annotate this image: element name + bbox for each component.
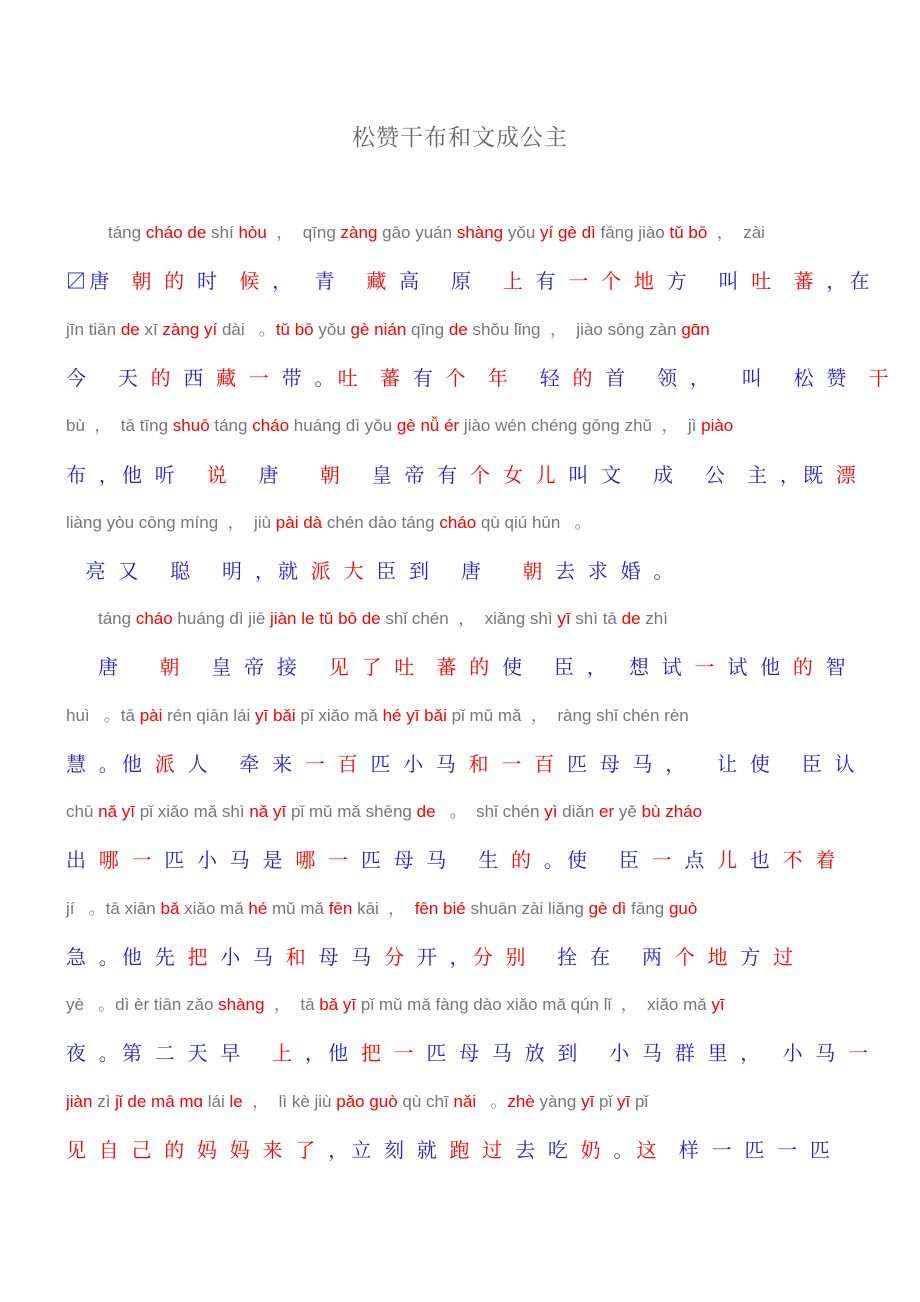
hanzi-segment: 奶 [580, 1138, 614, 1162]
pinyin-segment: fāng jiào [600, 223, 670, 242]
pinyin-segment: qù chī [402, 1092, 454, 1111]
pinyin-line [66, 511, 591, 535]
pinyin-segment: fāng [631, 899, 669, 918]
hanzi-segment: 藏 一 [216, 366, 282, 390]
hanzi-line [66, 1038, 871, 1068]
pinyin-segment: nǎi [453, 1092, 477, 1111]
hanzi-segment: 的 [150, 366, 184, 390]
pinyin-segment: zhì [645, 609, 668, 628]
hanzi-segment: 分 [384, 945, 417, 969]
pinyin-segment: fēn bié [414, 899, 471, 918]
pinyin-segment: jiàn le tǔ bō de [270, 609, 386, 628]
pinyin-line [66, 704, 689, 728]
hanzi-segment: 漂 [835, 463, 860, 487]
hanzi-segment: ，他 [304, 1041, 361, 1065]
hanzi-segment: 。 [613, 1138, 637, 1162]
hanzi-segment: 儿 [717, 848, 750, 872]
pinyin-segment: yī [581, 1092, 600, 1111]
pinyin-line [66, 993, 725, 1017]
hanzi-segment: 匹 母 马 ， 让 使 臣 认 [566, 752, 858, 776]
pinyin-segment: táng [214, 416, 253, 435]
hanzi-segment: 和 [285, 945, 319, 969]
hanzi-segment: 时 [197, 269, 240, 293]
hanzi-segment: 这 [636, 1138, 679, 1162]
pinyin-segment: bù zháo [641, 802, 703, 821]
hanzi-line [66, 363, 892, 393]
hanzi-segment: 说 [206, 463, 240, 487]
pinyin-line [66, 800, 702, 824]
hanzi-segment: ， 青 [262, 269, 367, 293]
pinyin-segment: mǔ mǎ [272, 899, 329, 918]
pinyin-segment: fēn [328, 899, 358, 918]
pinyin-segment: pài dà [275, 513, 327, 532]
pinyin-segment: 。 shǐ chén [435, 802, 545, 821]
hanzi-segment: 试 他 [727, 655, 793, 679]
pinyin-segment: er [599, 802, 619, 821]
hanzi-segment: 吐 蕃 [751, 269, 817, 293]
hanzi-line [66, 460, 859, 490]
hanzi-segment: 去 吃 [515, 1138, 581, 1162]
pinyin-line [66, 414, 733, 438]
hanzi-segment: 跑 过 [449, 1138, 516, 1162]
hanzi-line [66, 749, 858, 779]
pinyin-segment: pǐ mǔ mǎ ， ràng shǐ chén rèn [451, 706, 689, 725]
pinyin-segment: gāo yuán [382, 223, 457, 242]
pinyin-segment: tǔ bō [275, 320, 319, 339]
pinyin-segment: ， qīng [266, 223, 341, 242]
hanzi-segment: 带 。 [281, 366, 338, 390]
pinyin-line [98, 607, 668, 631]
hanzi-segment: 匹 小 马 是 [164, 848, 296, 872]
hanzi-segment: 轻 [520, 366, 573, 390]
hanzi-segment: 今 天 [66, 366, 151, 390]
pinyin-segment: ， lì kè jiù [242, 1092, 337, 1111]
hanzi-segment: 有 [535, 269, 569, 293]
pinyin-segment: yí gè dì [540, 223, 601, 242]
hanzi-segment: ，在 [816, 269, 873, 293]
pinyin-line [66, 1090, 648, 1114]
hanzi-segment: 派 [154, 752, 188, 776]
pinyin-segment: cháo [135, 609, 178, 628]
hanzi-segment: 把 一 [360, 1041, 427, 1065]
hanzi-segment: 朝 [159, 655, 193, 679]
pinyin-segment: jí 。tā xiān [66, 899, 161, 918]
hanzi-segment: 唐 [89, 269, 132, 293]
pinyin-segment: jīn tiān [66, 320, 121, 339]
hanzi-segment: 候 [239, 269, 263, 293]
hanzi-segment: 。使 臣 [543, 848, 652, 872]
hanzi-segment: 出 [66, 848, 99, 872]
pinyin-segment: cháo [439, 513, 481, 532]
hanzi-segment: 哪 一 [98, 848, 165, 872]
pinyin-segment: le [229, 1092, 243, 1111]
hanzi-segment: 皇 帝 有 [352, 463, 471, 487]
hanzi-segment: 吐 蕃 [337, 366, 413, 390]
pinyin-segment: rén qiān lái [167, 706, 256, 725]
hanzi-segment: 过 [773, 945, 797, 969]
pinyin-segment: yàng [539, 1092, 582, 1111]
hanzi-segment: 首 领 ， 叫 松 赞 [605, 366, 869, 390]
hanzi-segment: 唐 [98, 655, 160, 679]
pinyin-segment: shǒu lǐng ， jiào sōng zàn [472, 320, 682, 339]
pinyin-segment: pǎo guò [336, 1092, 403, 1111]
hanzi-segment: 一 [651, 848, 685, 872]
hanzi-segment: 派 大 [310, 559, 377, 583]
pinyin-segment: piào [701, 416, 734, 435]
pinyin-segment: yì [544, 802, 563, 821]
pinyin-segment: gɑ̄n [681, 320, 710, 339]
pinyin-segment: pài [139, 706, 168, 725]
document-title: 松赞干布和文成公主 [352, 125, 568, 151]
pinyin-segment: yǒu [318, 320, 351, 339]
hanzi-segment: 慧 。他 [66, 752, 155, 776]
hanzi-segment: 个 年 [445, 366, 521, 390]
hanzi-line [98, 652, 849, 682]
pinyin-segment: huáng dì jiē [177, 609, 271, 628]
hanzi-segment: 把 [187, 945, 221, 969]
pinyin-segment: pǐ xiǎo mǎ [300, 706, 383, 725]
pinyin-segment: shàng [456, 223, 508, 242]
pinyin-segment: kāi ， [357, 899, 415, 918]
pinyin-segment: jiào wén chéng gōng zhǔ ， jì [463, 416, 702, 435]
hanzi-segment: 开 ， [416, 945, 473, 969]
pinyin-segment: diǎn [562, 802, 600, 821]
pinyin-segment: yī [557, 609, 576, 628]
pinyin-segment: zàng yí [162, 320, 222, 339]
pinyin-segment: cháo de [145, 223, 212, 242]
hanzi-segment: 高 原 [399, 269, 503, 293]
hanzi-segment: 样 一 匹 一 匹 [678, 1138, 834, 1162]
pinyin-segment: pǐ [599, 1092, 617, 1111]
hanzi-segment: 皇 帝 接 [192, 655, 329, 679]
pinyin-segment: yǒu [507, 223, 540, 242]
pinyin-segment: yī bǎi [255, 706, 301, 725]
pinyin-segment: gè nǚ ér [396, 416, 464, 435]
hanzi-segment: 也 [749, 848, 783, 872]
pinyin-segment: gè dì [588, 899, 632, 918]
pinyin-segment: liàng yòu cōng míng ， jiù [66, 513, 276, 532]
pinyin-segment: yī [616, 1092, 635, 1111]
pinyin-segment: de [448, 320, 473, 339]
hanzi-segment: 一 [694, 655, 728, 679]
pinyin-segment: dài 。 [221, 320, 276, 339]
pinyin-segment: chén dào táng [326, 513, 440, 532]
hanzi-segment: 见 了 吐 蕃 的 [328, 655, 503, 679]
hanzi-segment: 布 ，他 听 [66, 463, 207, 487]
pinyin-segment: yī [711, 995, 725, 1014]
hanzi-segment: 一 [848, 1041, 872, 1065]
pinyin-segment: de [416, 802, 436, 821]
pinyin-segment: huáng dì yǒu [293, 416, 397, 435]
hanzi-segment: 夜 。第 二 天 早 [66, 1041, 273, 1065]
pinyin-segment: zì [97, 1092, 116, 1111]
pinyin-segment: pǐ [634, 1092, 649, 1111]
pinyin-segment: shàng [218, 995, 265, 1014]
pinyin-segment: pǐ mǔ mǎ shēng [290, 802, 417, 821]
pinyin-segment: shuō [172, 416, 215, 435]
hanzi-segment: 去 求 婚 。 [555, 559, 677, 583]
pinyin-segment: huì 。tā [66, 706, 140, 725]
pinyin-segment: nǎ yī [249, 802, 291, 821]
pinyin-segment: hé [248, 899, 273, 918]
hanzi-segment: 干 [868, 366, 892, 390]
pinyin-segment: pǐ mǔ mǎ fàng dào xiǎo mǎ qún lǐ ， xiǎo mǎ [360, 995, 712, 1014]
hanzi-segment: 西 [183, 366, 217, 390]
hanzi-segment: 上 [502, 269, 536, 293]
hanzi-line [66, 845, 839, 875]
pinyin-segment: gè nián [350, 320, 411, 339]
pinyin-segment: xiǎo mǎ [184, 899, 249, 918]
hanzi-segment: 点 [684, 848, 718, 872]
hanzi-segment: 和 一 百 [468, 752, 567, 776]
hanzi-segment: 朝 [319, 463, 353, 487]
pinyin-segment: de [120, 320, 145, 339]
pinyin-segment: ， zài [707, 223, 765, 242]
hanzi-segment: 朝 的 [131, 269, 198, 293]
hanzi-segment: 个 地 [674, 945, 741, 969]
pinyin-segment: jiàn [66, 1092, 98, 1111]
hanzi-segment: 的 [510, 848, 544, 872]
hanzi-segment: 拴 在 两 [547, 945, 675, 969]
pinyin-segment: de [621, 609, 646, 628]
pinyin-segment: guò [668, 899, 698, 918]
hanzi-segment: 上 [272, 1041, 305, 1065]
pinyin-segment: yè 。dì èr tiān zǎo [66, 995, 219, 1014]
pinyin-segment: xī [144, 320, 163, 339]
hanzi-line [76, 556, 677, 586]
hanzi-segment: 臣 到 唐 [376, 559, 523, 583]
hanzi-segment: 人 牵 来 [187, 752, 305, 776]
hanzi-line [66, 942, 796, 972]
hanzi-segment: 有 [412, 366, 446, 390]
pinyin-segment: bǎ [160, 899, 185, 918]
hanzi-segment: 个 女 儿 [470, 463, 569, 487]
hanzi-segment: 智 [825, 655, 849, 679]
hanzi-line [66, 266, 873, 296]
hanzi-line [66, 1135, 833, 1165]
hanzi-segment: 匹 母 马 生 [360, 848, 511, 872]
pinyin-segment: nǎ yī [98, 802, 140, 821]
hanzi-segment: 叫 文 成 公 主 ，既 [568, 463, 836, 487]
hanzi-segment: 匹 母 马 放 到 小 马 群 里 ， 小 马 [426, 1041, 849, 1065]
hanzi-segment: 急 。他 先 [66, 945, 188, 969]
pinyin-segment: cháo [252, 416, 294, 435]
hanzi-segment: ，立 刻 就 [328, 1138, 450, 1162]
pinyin-segment: táng [98, 609, 136, 628]
hanzi-segment: 一 百 [304, 752, 371, 776]
hanzi-segment: 使 臣 ， 想 试 [502, 655, 695, 679]
pinyin-segment: yě [618, 802, 642, 821]
pinyin-line [108, 221, 765, 245]
pinyin-line [66, 897, 697, 921]
pinyin-segment: shì tā [575, 609, 622, 628]
hanzi-segment: 一 个 地 [568, 269, 667, 293]
hanzi-segment: 不 着 [782, 848, 839, 872]
hanzi-segment: 见 自 己 的 妈 妈 来 了 [66, 1138, 329, 1162]
pinyin-segment: hòu [238, 223, 267, 242]
pinyin-segment: pǐ xiǎo mǎ shì [139, 802, 250, 821]
pinyin-segment: jǐ de mā mɑ [115, 1092, 208, 1111]
hanzi-segment: 的 [792, 655, 826, 679]
hanzi-segment: 亮 又 聪 明 ，就 [76, 559, 311, 583]
hanzi-segment: 〼 [66, 269, 90, 293]
pinyin-segment: zhè [507, 1092, 540, 1111]
pinyin-segment: shuān zài liǎng [470, 899, 589, 918]
pinyin-segment: qīng [411, 320, 449, 339]
hanzi-segment: 分 别 [472, 945, 548, 969]
pinyin-segment: qù qiú hūn 。 [480, 513, 592, 532]
pinyin-line [66, 318, 710, 342]
pinyin-segment: 。 [476, 1092, 508, 1111]
pinyin-segment: lái [207, 1092, 230, 1111]
hanzi-segment: 朝 [522, 559, 556, 583]
pinyin-segment: zàng [340, 223, 383, 242]
hanzi-segment: 哪 一 [295, 848, 361, 872]
hanzi-segment: 的 [572, 366, 606, 390]
hanzi-segment: 方 叫 [666, 269, 752, 293]
pinyin-segment: tǔ bō [669, 223, 708, 242]
pinyin-segment: shǐ chén ， xiǎng shì [385, 609, 558, 628]
hanzi-segment: 唐 [239, 463, 320, 487]
pinyin-segment: shí [211, 223, 239, 242]
hanzi-segment: 母 马 [318, 945, 385, 969]
pinyin-segment: bù ， tā tīng [66, 416, 173, 435]
pinyin-segment: táng [108, 223, 146, 242]
pinyin-segment: ， tā [264, 995, 320, 1014]
hanzi-segment: 小 马 [220, 945, 286, 969]
hanzi-segment: 藏 [366, 269, 400, 293]
pinyin-segment: bǎ yī [319, 995, 361, 1014]
hanzi-segment: 方 [740, 945, 774, 969]
pinyin-segment: chū [66, 802, 99, 821]
hanzi-segment: 匹 小 马 [370, 752, 469, 776]
pinyin-segment: hé yī bǎi [382, 706, 452, 725]
